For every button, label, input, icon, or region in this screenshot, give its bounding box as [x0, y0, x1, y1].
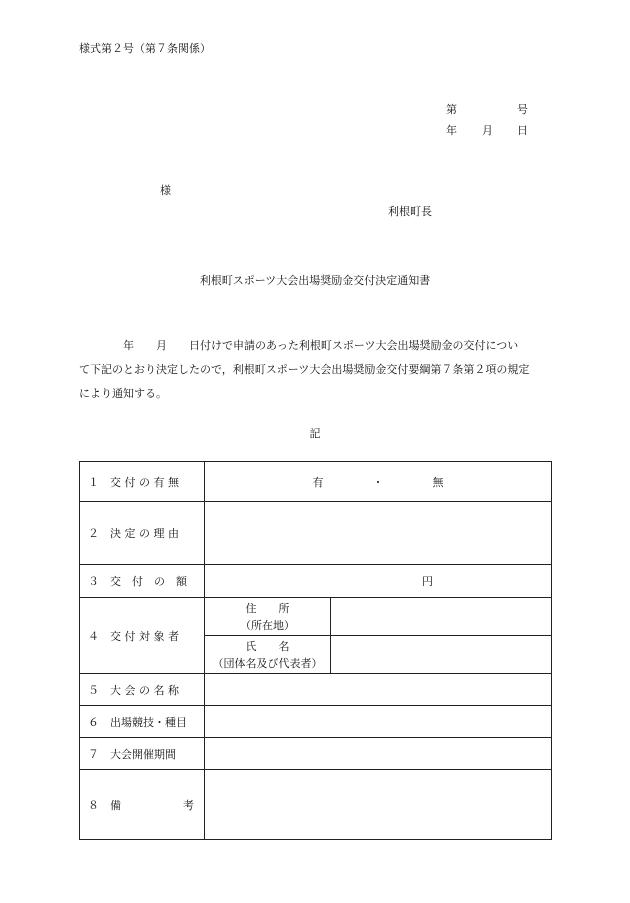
table-row	[80, 598, 552, 636]
table-row	[80, 674, 552, 706]
grant-choice-cell	[205, 462, 552, 502]
row-label: ７ 大会開催期間	[80, 738, 205, 770]
event-period-cell	[205, 738, 552, 770]
row-label: ３ 交 付 の 額	[80, 565, 205, 598]
name-sub-label: （団体名及び代表者）	[212, 656, 323, 670]
choice-yes: 有	[312, 475, 324, 489]
notice-table	[79, 461, 552, 840]
body-line-1: 年 月 日付けで申請のあった利根町スポーツ大会出場奨励金の交付につい	[79, 339, 519, 352]
number-suffix: 号	[517, 103, 528, 116]
choice-separator: ・	[372, 475, 384, 489]
amount-cell: 円	[205, 565, 552, 598]
name-label: 氏 名	[245, 639, 290, 653]
date-day: 日	[517, 124, 528, 137]
row-label: ２ 決 定 の 理 由	[80, 502, 205, 565]
name-label-cell	[205, 636, 331, 674]
body-text	[79, 334, 555, 406]
body-line-2: て下記のとおり決定したので，利根町スポーツ大会出場奨励金交付要綱第７条第２項の規定	[79, 363, 530, 376]
row-label: １ 交 付 の 有 無	[80, 462, 205, 502]
table-row	[80, 706, 552, 738]
date-year: 年	[446, 124, 457, 137]
body-line-3: により通知する。	[79, 387, 167, 400]
address-value-cell	[331, 598, 552, 636]
date-month: 月	[482, 124, 493, 137]
remarks-number: ８	[88, 798, 99, 812]
decision-reason-cell	[205, 502, 552, 565]
row-label: ５ 大 会 の 名 称	[80, 674, 205, 706]
choice-no: 無	[432, 475, 444, 489]
addressee-suffix: 様	[160, 184, 171, 197]
competition-cell	[205, 706, 552, 738]
row-label	[80, 770, 205, 840]
event-name-cell	[205, 674, 552, 706]
row-label: ６ 出場競技・種目	[80, 706, 205, 738]
form-number: 様式第２号（第７条関係）	[79, 42, 211, 55]
remarks-label-b: 考	[183, 798, 194, 812]
address-sub-label: （所在地）	[240, 618, 295, 632]
address-label: 住 所	[245, 601, 290, 615]
remarks-cell	[205, 770, 552, 840]
table-row	[80, 462, 552, 502]
row-label: ４ 交 付 対 象 者	[80, 598, 205, 674]
name-value-cell	[331, 636, 552, 674]
number-prefix: 第	[446, 103, 457, 116]
document-title: 利根町スポーツ大会出場奨励金交付決定通知書	[199, 274, 431, 287]
table-row	[80, 770, 552, 840]
address-label-cell	[205, 598, 331, 636]
ki-marker: 記	[309, 427, 321, 440]
table-row	[80, 738, 552, 770]
table-row	[80, 502, 552, 565]
remarks-label-a: 備	[110, 798, 121, 812]
issuer: 利根町長	[388, 205, 432, 218]
table-row	[80, 565, 552, 598]
